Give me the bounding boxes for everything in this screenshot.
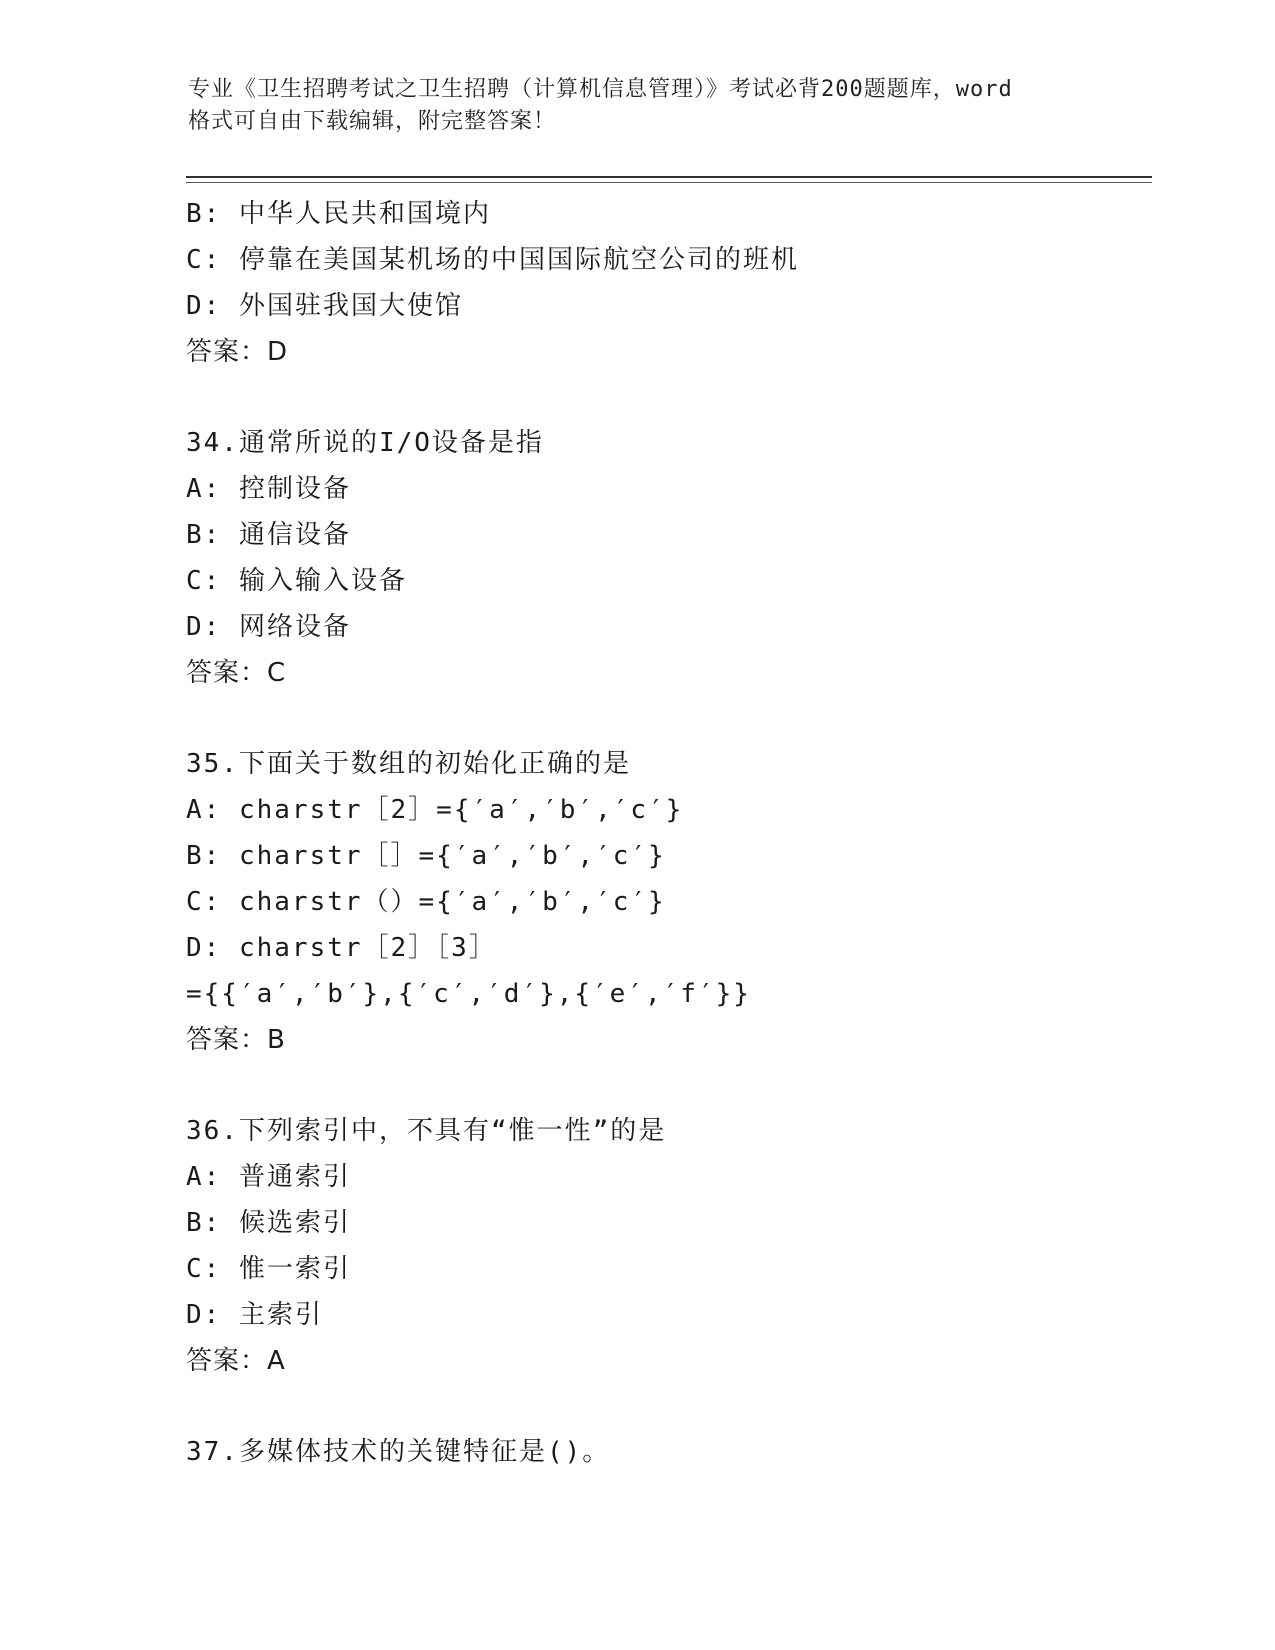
q36-question: 36.下列索引中，不具有“惟一性”的是 — [186, 1116, 667, 1146]
q34-option-a: A: 控制设备 — [186, 474, 351, 504]
q33-answer: 答案：D — [186, 337, 289, 367]
q33-option-d: D: 外国驻我国大使馆 — [186, 291, 463, 321]
header-line-2: 格式可自由下载编辑，附完整答案！ — [188, 109, 557, 134]
document-body — [186, 191, 1146, 1475]
q33-option-c: C: 停靠在美国某机场的中国国际航空公司的班机 — [186, 245, 799, 275]
spacer — [186, 375, 1146, 420]
question-34 — [186, 420, 1146, 696]
header-line-1: 专业《卫生招聘考试之卫生招聘（计算机信息管理）》考试必背200题题库，word — [188, 77, 1013, 102]
question-33 — [186, 191, 1146, 375]
question-37 — [186, 1429, 1146, 1475]
header-divider-thin — [186, 182, 1152, 183]
q33-option-b: B: 中华人民共和国境内 — [186, 199, 491, 229]
spacer — [186, 1384, 1146, 1429]
q35-option-a: A: charstr［2］={′a′,′b′,′c′} — [186, 795, 684, 825]
q35-option-c: C: charstr（）={′a′,′b′,′c′} — [186, 887, 666, 917]
q34-option-c: C: 输入输入设备 — [186, 566, 407, 596]
q34-option-d: D: 网络设备 — [186, 612, 351, 642]
q37-question: 37.多媒体技术的关键特征是()。 — [186, 1437, 611, 1467]
q36-option-d: D: 主索引 — [186, 1300, 323, 1330]
spacer — [186, 1063, 1146, 1108]
q36-option-a: A: 普通索引 — [186, 1162, 351, 1192]
q35-option-b: B: charstr［］={′a′,′b′,′c′} — [186, 841, 666, 871]
question-36 — [186, 1108, 1146, 1384]
question-35 — [186, 741, 1146, 1063]
q34-question: 34.通常所说的I/O设备是指 — [186, 428, 544, 458]
document-header — [188, 74, 1088, 138]
spacer — [186, 696, 1146, 741]
q35-answer: 答案：B — [186, 1025, 286, 1055]
q36-answer: 答案：A — [186, 1346, 286, 1376]
q35-option-d-line-2: ={{′a′,′b′},{′c′,′d′},{′e′,′f′}} — [186, 979, 751, 1009]
q36-option-c: C: 惟一索引 — [186, 1254, 351, 1284]
q36-option-b: B: 候选索引 — [186, 1208, 351, 1238]
header-divider-thick — [186, 176, 1152, 178]
q35-option-d-line-1: D: charstr［2］［3］ — [186, 933, 497, 963]
q34-option-b: B: 通信设备 — [186, 520, 351, 550]
q35-question: 35.下面关于数组的初始化正确的是 — [186, 749, 631, 779]
q34-answer: 答案：C — [186, 658, 287, 688]
